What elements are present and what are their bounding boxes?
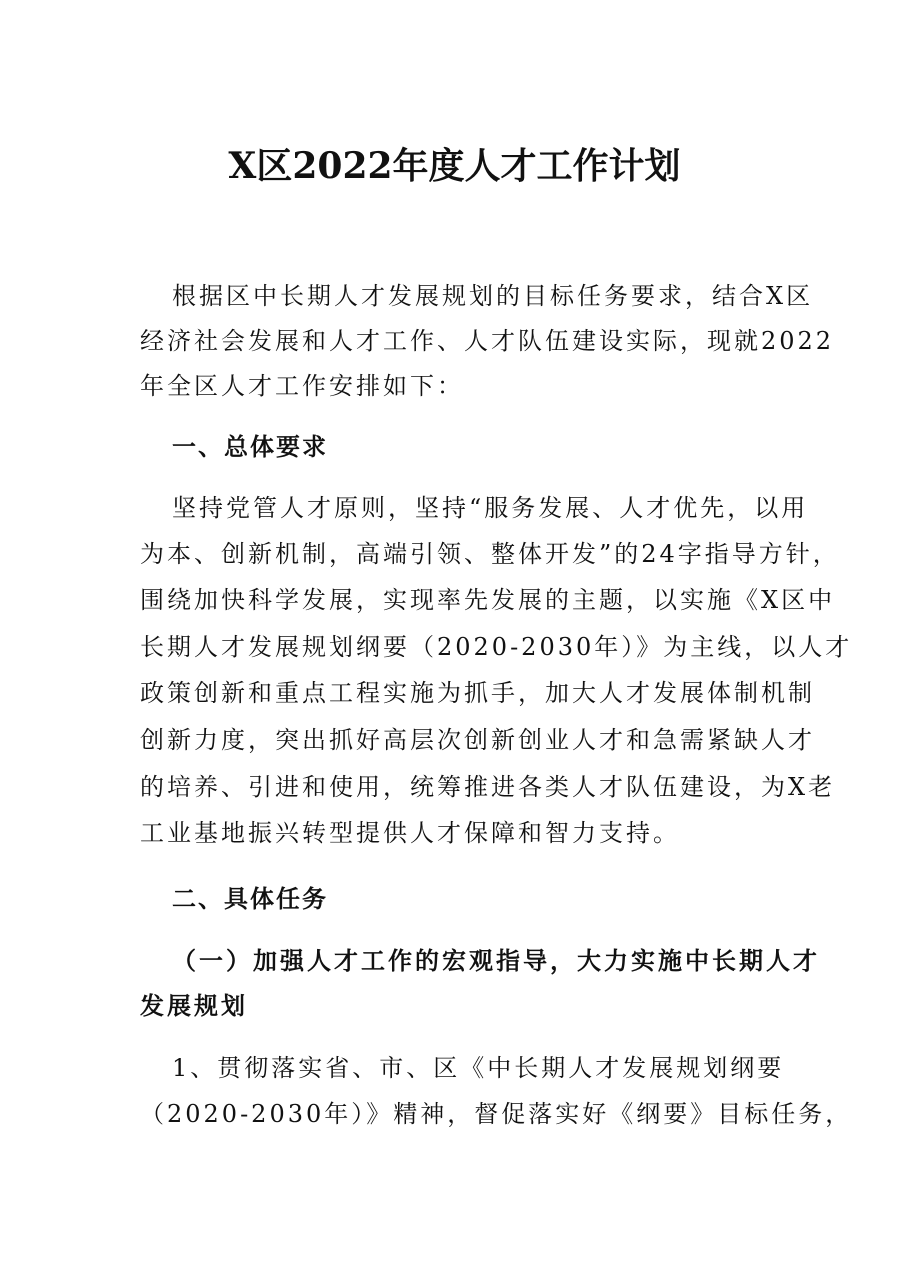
item1-line-2: （2020-2030年）》精神，督促落实好《纲要》目标任务，: [140, 1100, 853, 1128]
section-heading-specific-tasks: 二、具体任务: [172, 885, 328, 913]
section1-line-5: 政策创新和重点工程实施为抓手，加大人才发展体制机制: [140, 679, 815, 707]
section1-line-6: 创新力度，突出抓好高层次创新创业人才和急需紧缺人才: [140, 726, 815, 754]
section1-line-2: 为本、创新机制，高端引领、整体开发”的24字指导方针，: [140, 540, 840, 568]
section-heading-overall-requirements: 一、总体要求: [172, 433, 328, 461]
subsection-heading-line-1: （一）加强人才工作的宏观指导，大力实施中长期人才: [172, 946, 820, 975]
intro-line-2: 经济社会发展和人才工作、人才队伍建设实际，现就2022: [140, 327, 835, 355]
section1-line-1: 坚持党管人才原则，坚持“服务发展、人才优先，以用: [172, 494, 809, 522]
subsection-heading-line-2: 发展规划: [140, 991, 248, 1020]
item1-line-1: 1、贯彻落实省、市、区《中长期人才发展规划纲要: [172, 1054, 785, 1082]
section1-line-8: 工业基地振兴转型提供人才保障和智力支持。: [140, 819, 680, 847]
section1-line-4: 长期人才发展规划纲要（2020-2030年）》为主线，以人才: [140, 633, 853, 661]
document-title: X区2022年度人才工作计划: [228, 145, 681, 187]
intro-line-3: 年全区人才工作安排如下：: [140, 372, 464, 400]
section1-line-7: 的培养、引进和使用，统筹推进各类人才队伍建设，为X老: [140, 773, 836, 801]
section1-line-3: 围绕加快科学发展，实现率先发展的主题，以实施《X区中: [140, 586, 836, 614]
intro-line-1: 根据区中长期人才发展规划的目标任务要求，结合X区: [172, 282, 814, 310]
